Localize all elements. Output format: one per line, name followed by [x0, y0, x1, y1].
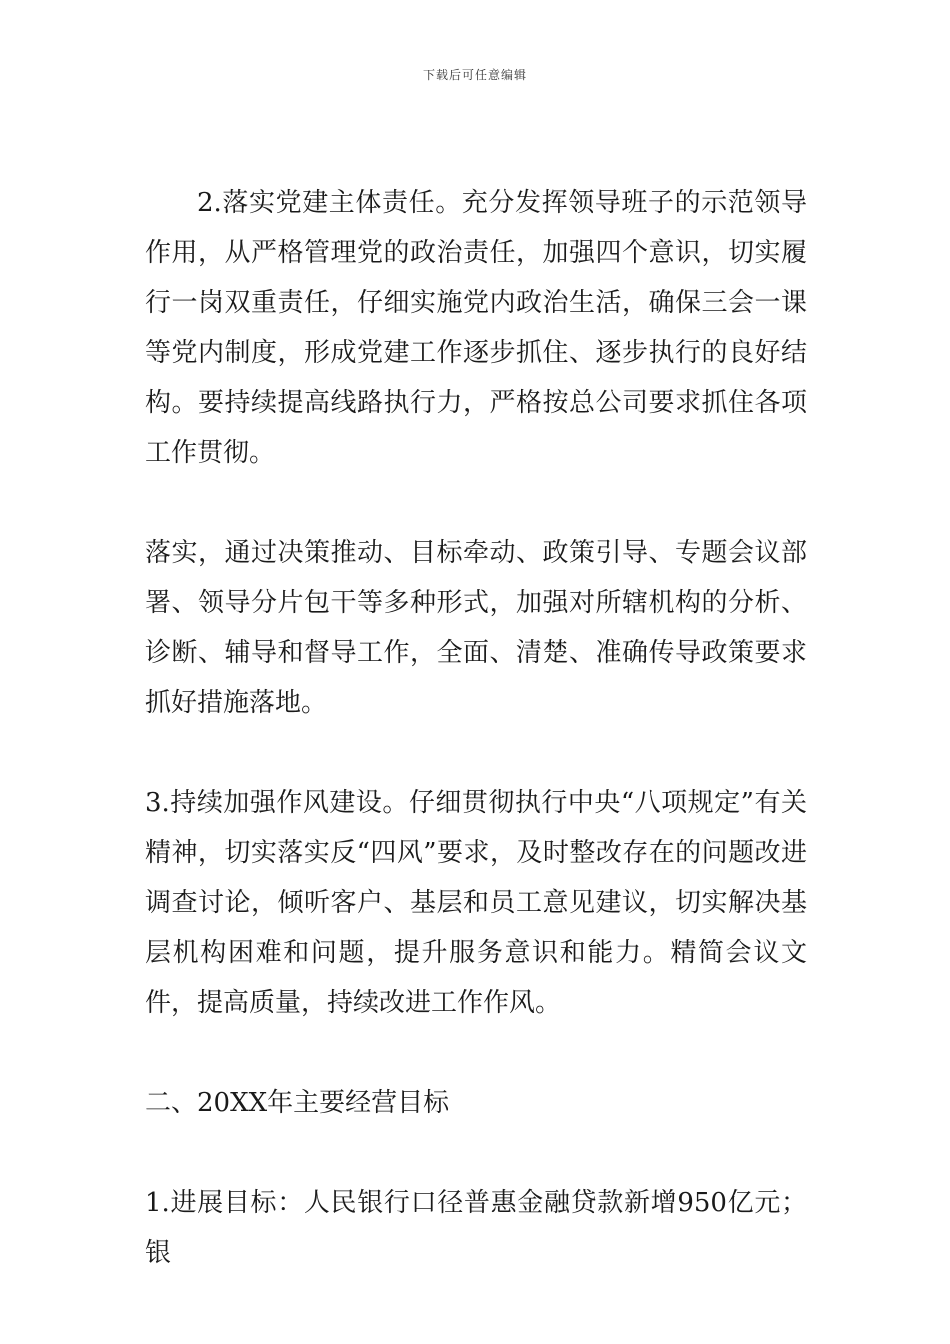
page-header-note: 下载后可任意编辑 [422, 68, 527, 82]
paragraph-party-building: 2.落实党建主体责任。充分发挥领导班子的示范领导作用，从严格管理党的政治责任，加强四个意识，切实履行一岗双重责任，仔细实施党内政治生活，确保三会一课等党内制度，形成党建工作逐步抓住、逐步执行的良好结构。要持续提高线路执行力，严格按总公司要求抓住各项工作贯彻。 [145, 188, 807, 468]
paragraph-implementation: 落实，通过决策推动、目标牵动、政策引导、专题会议部署、领导分片包干等多种形式，加强对所辖机构的分析、诊断、辅导和督导工作，全面、清楚、准确传导政策要求抓好措施落地。 [145, 538, 807, 718]
section-heading-business-goals: 二、20XX年主要经营目标 [145, 1088, 450, 1118]
paragraph-work-style: 3.持续加强作风建设。仔细贯彻执行中央“八项规定”有关精神，切实落实反“四风”要求，及时整改存在的问题改进调查讨论，倾听客户、基层和员工意见建议，切实解决基层机构困难和问题，提升服务意识和能力。精简会议文件，提高质量，持续改进工作作风。 [145, 788, 807, 1018]
paragraph-progress-goals: 1.进展目标：人民银行口径普惠金融贷款新增950亿元；银 [145, 1188, 807, 1268]
document-body [145, 178, 807, 1278]
